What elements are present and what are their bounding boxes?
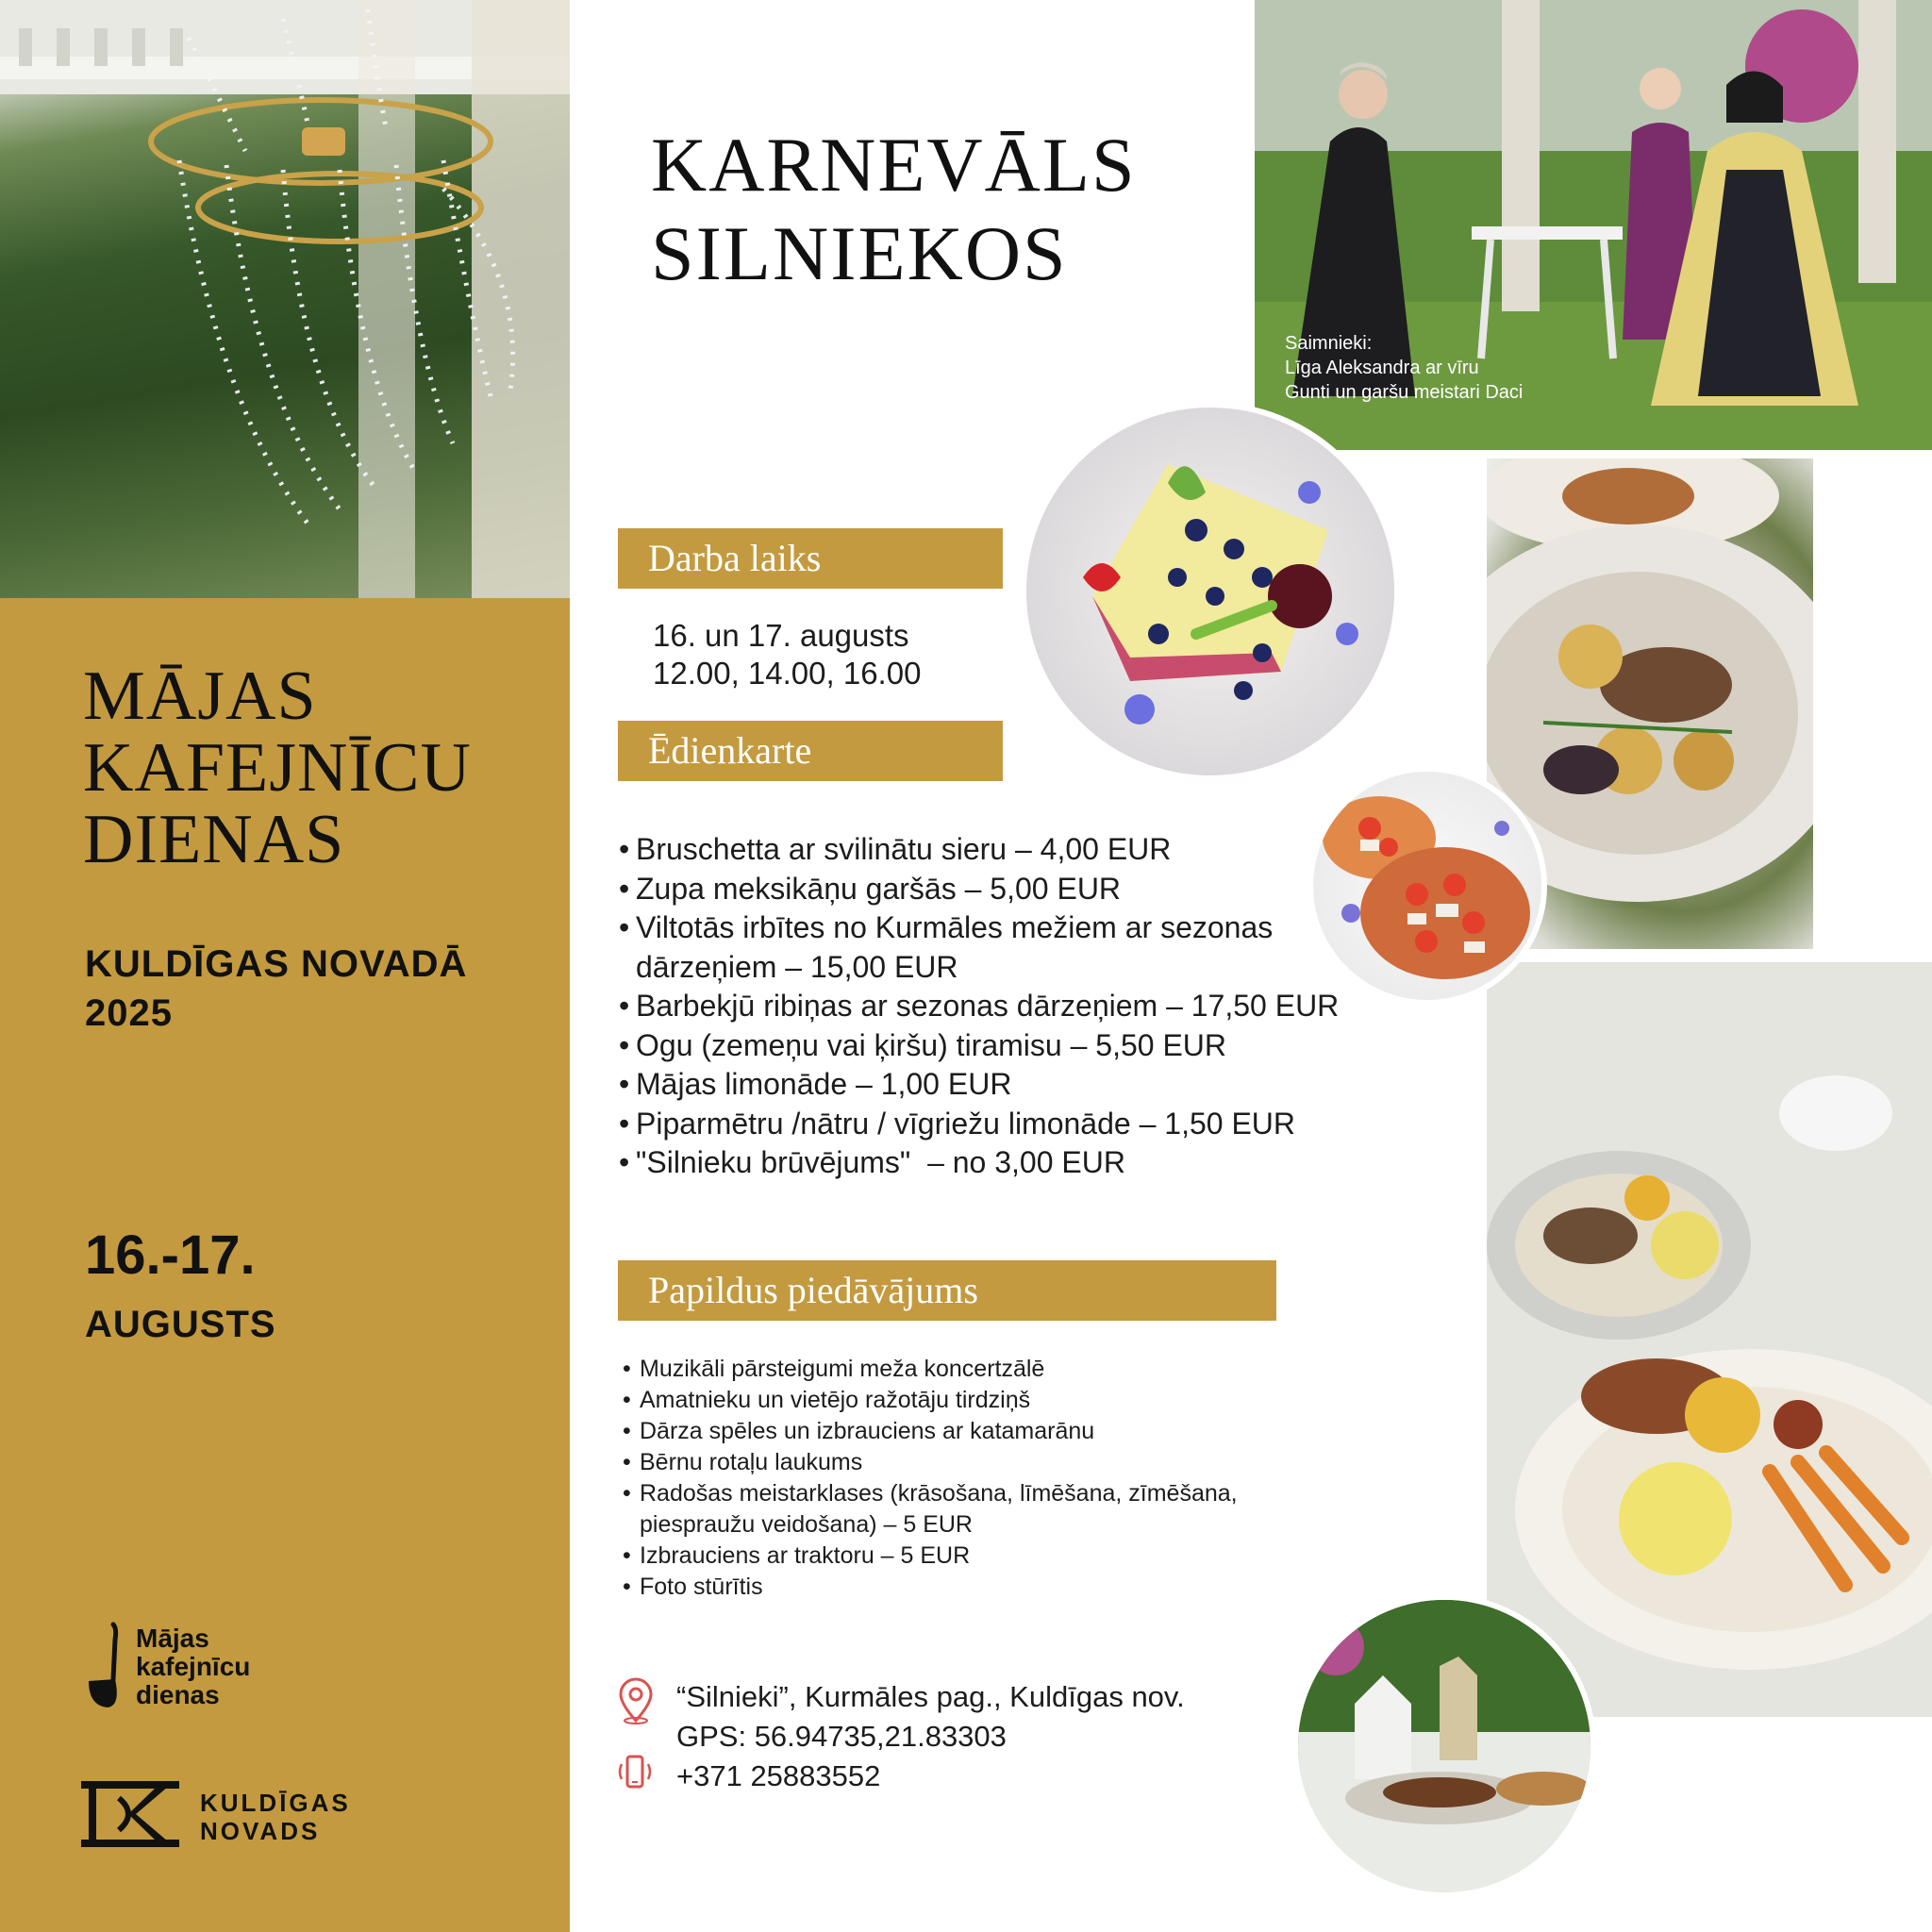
menu-item: • "Silnieku brūvējums" – no 3,00 EUR xyxy=(619,1143,1374,1183)
extras-item: • Muzikāli pārsteigumi meža koncertzālē xyxy=(623,1354,1283,1385)
event-title-line2: SILNIEKOS xyxy=(651,210,1068,296)
location-pin-icon xyxy=(617,1677,655,1724)
garden-table-circle-photo xyxy=(1292,1594,1596,1898)
menu-item: • Viltotās irbītes no Kurmāles mežiem ar sezonas dārzeņiem – 15,00 EUR xyxy=(619,908,1287,987)
chandelier-photo xyxy=(0,0,570,598)
mkd-logo-line1: Mājas xyxy=(136,1624,209,1653)
extras-item: • Izbrauciens ar traktoru – 5 EUR xyxy=(623,1541,1283,1572)
extras-section-header: Papildus piedāvājums xyxy=(618,1260,1276,1321)
menu-section-header: Ēdienkarte xyxy=(618,721,1003,781)
kn-logo-line1: KULDĪGAS xyxy=(200,1789,351,1817)
menu-item: • Bruschetta ar svilinātu sieru – 4,00 EUR xyxy=(619,830,1374,870)
hours-dates: 16. un 17. augusts xyxy=(653,618,909,653)
extras-item: • Amatnieku un vietējo ražotāju tirdziņš xyxy=(623,1385,1283,1416)
extras-list xyxy=(623,1354,1283,1603)
event-month: AUGUSTS xyxy=(85,1304,276,1345)
campaign-title-line2: KAFEJNĪCU xyxy=(83,729,472,807)
extras-item: • Radošas meistarklases (krāsošana, līmēšana, zīmēšana, piespraužu veidošana) – 5 EUR xyxy=(623,1478,1243,1541)
menu-list xyxy=(619,830,1374,1183)
region-year: 2025 xyxy=(85,992,173,1034)
extras-item: • Foto stūrītis xyxy=(623,1572,1283,1603)
kuldigas-novads-logo-text xyxy=(200,1789,351,1845)
address-text: “Silnieki”, Kurmāles pag., Kuldīgas nov. xyxy=(676,1680,1185,1713)
phone-number[interactable]: +371 25883552 xyxy=(676,1759,881,1792)
campaign-title-line3: DIENAS xyxy=(83,801,345,878)
phone-icon xyxy=(613,1751,657,1794)
contact-address xyxy=(676,1677,1185,1757)
event-title xyxy=(651,121,1137,298)
kuldigas-novads-logo-icon xyxy=(81,1781,179,1847)
gps-text: GPS: 56.94735,21.83303 xyxy=(676,1720,1007,1753)
hours-times: 12.00, 14.00, 16.00 xyxy=(653,656,922,691)
hosts-caption-line2: Līga Aleksandra ar vīru xyxy=(1285,358,1479,378)
campaign-title xyxy=(83,658,472,878)
event-dates: 16.-17. xyxy=(85,1224,256,1286)
kn-logo-line2: NOVADS xyxy=(200,1817,321,1845)
mkd-logo-text xyxy=(136,1624,250,1709)
hosts-caption-line1: Saimnieki: xyxy=(1285,333,1373,354)
hosts-caption xyxy=(1285,331,1523,405)
mkd-logo-line3: dienas xyxy=(136,1680,220,1709)
mkd-logo-line2: kafejnīcu xyxy=(136,1652,251,1681)
region-label xyxy=(85,940,467,1038)
region-line1: KULDĪGAS NOVADĀ xyxy=(85,943,468,985)
hours-section-header: Darba laiks xyxy=(618,528,1003,589)
extras-item: • Dārza spēles un izbrauciens ar katamarānu xyxy=(623,1416,1283,1447)
menu-item: • Ogu (zemeņu vai ķiršu) tiramisu – 5,50 EUR xyxy=(619,1026,1374,1066)
ladle-logo-icon xyxy=(79,1621,136,1715)
menu-item: • Mājas limonāde – 1,00 EUR xyxy=(619,1065,1374,1105)
opening-hours xyxy=(653,617,921,692)
extras-item: • Bērnu rotaļu laukums xyxy=(623,1447,1283,1478)
event-title-line1: KARNEVĀLS xyxy=(651,122,1137,208)
campaign-title-line1: MĀJAS xyxy=(83,658,317,735)
menu-item: • Zupa meksikāņu garšās – 5,00 EUR xyxy=(619,870,1374,909)
hosts-caption-line3: Gunti un garšu meistari Daci xyxy=(1285,382,1524,403)
tiramisu-circle-photo xyxy=(1021,402,1400,781)
table-dishes-photo xyxy=(1487,962,1932,1717)
menu-item: • Piparmētru /nātru / vīgriežu limonāde – 1,50 EUR xyxy=(619,1105,1374,1144)
menu-item: • Barbekjū ribiņas ar sezonas dārzeņiem – 17,50 EUR xyxy=(619,987,1374,1026)
